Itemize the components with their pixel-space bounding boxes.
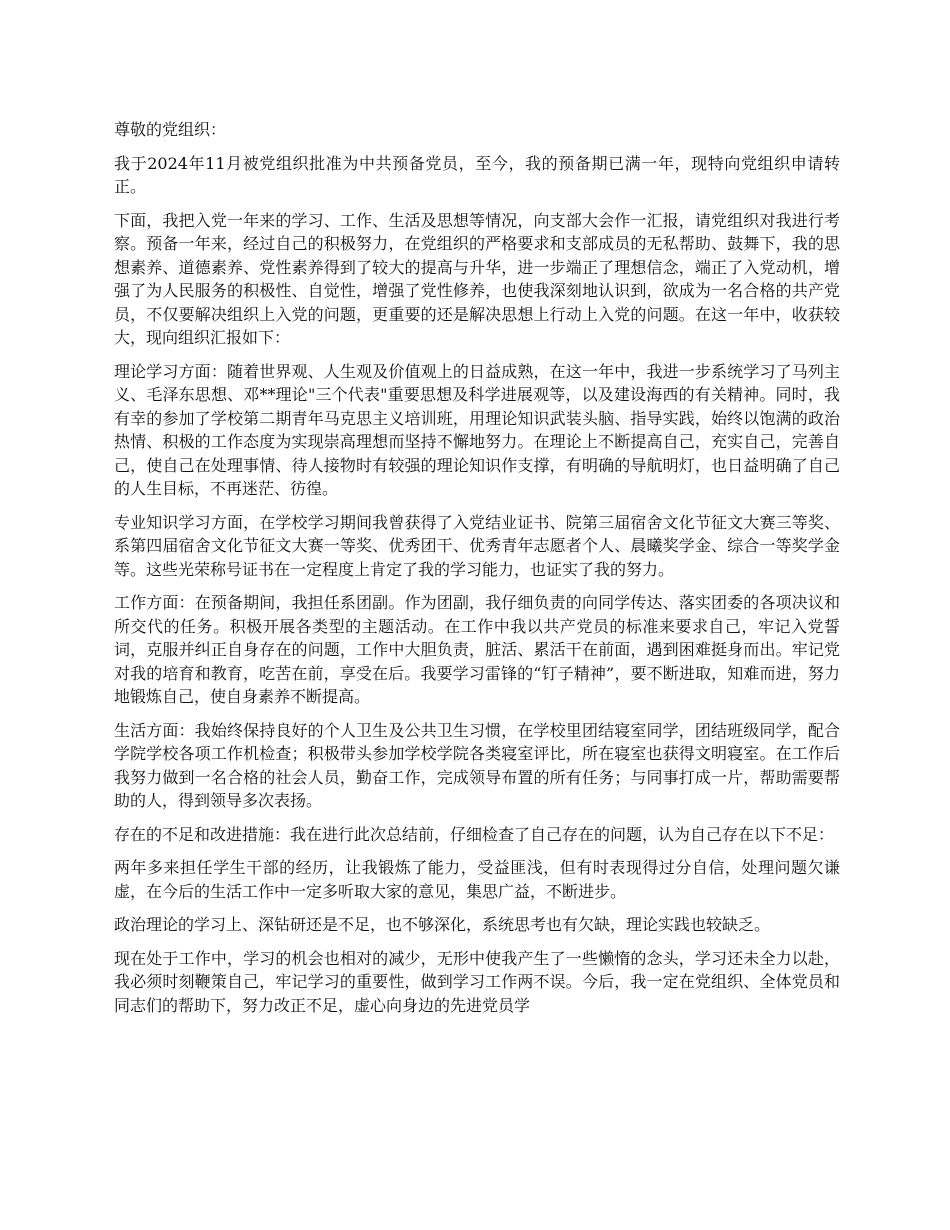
paragraph-overview: 下面，我把入党一年来的学习、工作、生活及思想等情况，向支部大会作一汇报，请党组织对我进行考察。预备一年来，经过自己的积极努力，在党组织的严格要求和支部成员的无私帮助、鼓舞下，我的思想素养、道德素养、党性素养得到了较大的提高与升华，进一步端正了理想信念，端正了入党动机，增强了为人民服务的积极性、自觉性，增强了党性修养，也使我深刻地认识到，欲成为一名合格的共产党员，不仅要解决组织上入党的问题，更重要的还是解决思想上行动上入党的问题。在这一年中，收获较大，现向组织汇报如下：	[114, 210, 840, 347]
paragraph-professional-study: 专业知识学习方面，在学校学习期间我曾获得了入党结业证书、院第三届宿舍文化节征文大赛三等奖、系第四届宿舍文化节征文大赛一等奖、优秀团干、优秀青年志愿者个人、晨曦奖学金、综合一等奖学金等。这些光荣称号证书在一定程度上肯定了我的学习能力，也证实了我的努力。	[114, 512, 840, 579]
paragraph-theory-study: 理论学习方面：随着世界观、人生观及价值观上的日益成熟，在这一年中，我进一步系统学习了马列主义、毛泽东思想、邓**理论"三个代表"重要思想及科学进展观等，以及建设海西的有关精神。同时，我有幸的参加了学校第二期青年马克思主义培训班，用理论知识武装头脑、指导实践，始终以饱满的政治热情、积极的工作态度为实现崇高理想而坚持不懈地努力。在理论上不断提高自己，充实自己，完善自己，使自己在处理事情、待人接物时有较强的理论知识作支撑，有明确的导航明灯，也日益明确了自己的人生目标，不再迷茫、彷徨。	[114, 361, 840, 498]
paragraph-life: 生活方面：我始终保持良好的个人卫生及公共卫生习惯，在学校里团结寝室同学，团结班级同学，配合学院学校各项工作机检查；积极带头参加学校学院各类寝室评比，所在寝室也获得文明寝室。在工作后我努力做到一名合格的社会人员，勤奋工作，完成领导布置的所有任务；与同事打成一片，帮助需要帮助的人，得到领导多次表扬。	[114, 720, 840, 810]
paragraph-shortcoming-2: 政治理论的学习上、深钻研还是不足，也不够深化，系统思考也有欠缺，理论实践也较缺乏。	[114, 915, 771, 934]
paragraph-work: 工作方面：在预备期间，我担任系团副。作为团副，我仔细负责的向同学传达、落实团委的各项决议和所交代的任务。积极开展各类型的主题活动。在工作中我以共产党员的标准来要求自己，牢记入党誓词，克服并纠正自身存在的问题，工作中大胆负责，脏活、累活干在前面，遇到困难挺身而出。牢记党对我的培育和教育，吃苦在前，享受在后。我要学习雷锋的“钉子精神”，要不断进取，知难而进，努力地锻炼自己，使自身素养不断提高。	[114, 593, 840, 706]
paragraph-shortcoming-1: 两年多来担任学生干部的经历，让我锻炼了能力，受益匪浅，但有时表现得过分自信，处理问题欠谦虚，在今后的生活工作中一定多听取大家的意见，集思广益，不断进步。	[114, 858, 840, 901]
letter-body	[114, 118, 840, 1027]
paragraph-application: 我于2024年11月被党组织批准为中共预备党员，至今，我的预备期已满一年，现特向党组织申请转正。	[114, 153, 840, 196]
paragraph-shortcomings-intro: 存在的不足和改进措施：我在进行此次总结前，仔细检查了自己存在的问题，认为自己存在以下不足：	[114, 824, 835, 844]
paragraph-shortcoming-3: 现在处于工作中，学习的机会也相对的减少，无形中使我产生了一些懒惰的念头，学习还未全力以赴，我必须时刻鞭策自己，牢记学习的重要性，做到学习工作两不误。今后，我一定在党组织、全体党员和同志们的帮助下，努力改正不足，虚心向身边的先进党员学	[114, 948, 840, 1015]
salutation: 尊敬的党组织：	[114, 120, 227, 139]
